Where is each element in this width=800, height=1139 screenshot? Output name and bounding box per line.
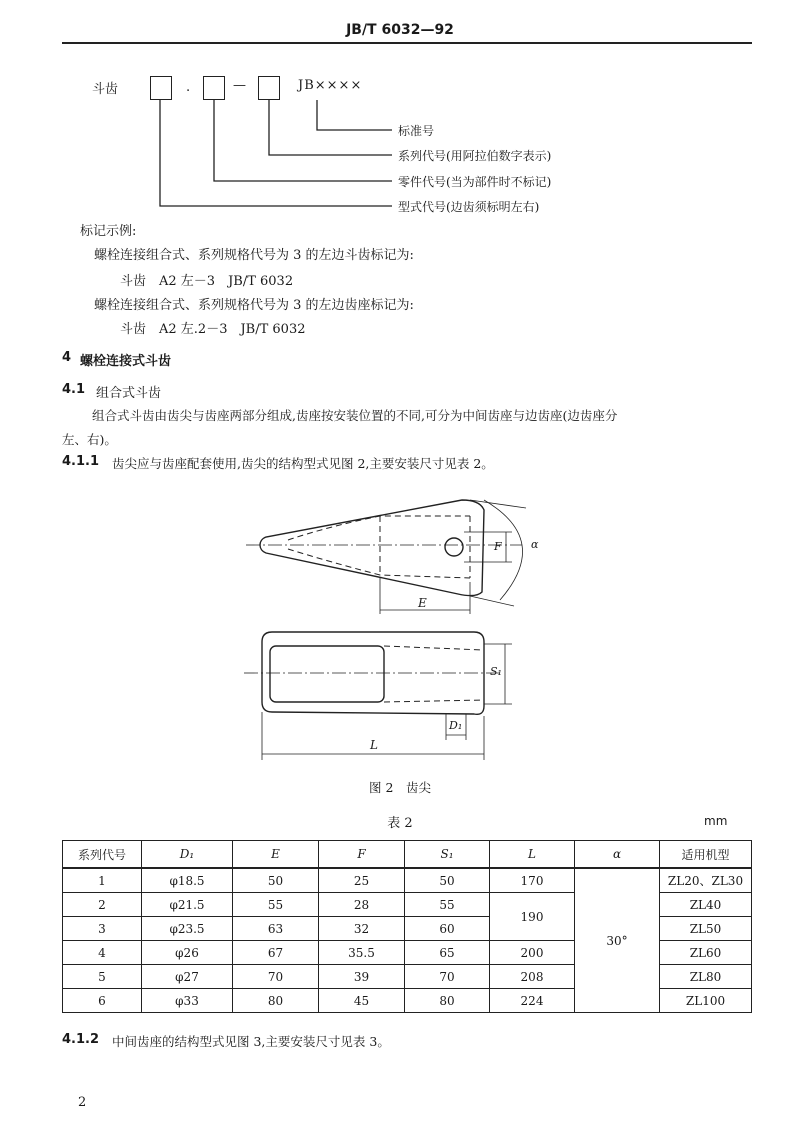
cell-d1: φ27: [142, 965, 233, 989]
doc-number: JB/T 6032—92: [346, 22, 454, 38]
dim-label-F: F: [494, 540, 502, 553]
designation-dash: —: [233, 78, 246, 93]
cell-e: 70: [233, 965, 319, 989]
examples-heading: 标记示例:: [80, 224, 137, 239]
label-standard-number: 标准号: [398, 124, 435, 138]
col-header-alpha: α: [575, 841, 660, 869]
cell-d1: φ23.5: [142, 917, 233, 941]
dim-label-L: L: [370, 738, 378, 752]
cell-model: ZL80: [660, 965, 752, 989]
section-4-1-2-number: 4.1.2: [62, 1032, 100, 1047]
cell-s1: 55: [405, 893, 490, 917]
example-line-1: 螺栓连接组合式、系列规格代号为 3 的左边斗齿标记为:: [94, 248, 414, 263]
col-header-e: E: [233, 841, 319, 869]
col-header-d1: D₁: [142, 841, 233, 869]
cell-alpha: 30°: [575, 868, 660, 1013]
cell-e: 63: [233, 917, 319, 941]
cell-l: 200: [490, 941, 575, 965]
cell-s1: 50: [405, 868, 490, 893]
cell-f: 45: [319, 989, 405, 1013]
cell-l: 170: [490, 868, 575, 893]
section-4-1-2-text: 中间齿座的结构型式见图 3,主要安装尺寸见表 3。: [112, 1034, 390, 1049]
col-header-f: F: [319, 841, 405, 869]
dim-label-alpha: α: [531, 538, 539, 551]
cell-l: 190: [490, 893, 575, 941]
section-4-title: 螺栓连接式斗齿: [80, 354, 172, 369]
section-4-1-1-text: 齿尖应与齿座配套使用,齿尖的结构型式见图 2,主要安装尺寸见表 2。: [112, 456, 494, 471]
cell-series: 2: [63, 893, 142, 917]
section-4-1-number: 4.1: [62, 382, 86, 397]
cell-d1: φ33: [142, 989, 233, 1013]
designation-dot: .: [186, 80, 191, 95]
cell-model: ZL60: [660, 941, 752, 965]
cell-f: 25: [319, 868, 405, 893]
cell-f: 35.5: [319, 941, 405, 965]
section-4-1-1-number: 4.1.1: [62, 454, 100, 469]
example-code-1: 斗齿 A2 左－3 JB/T 6032: [120, 274, 294, 289]
col-header-series: 系列代号: [63, 841, 142, 869]
cell-d1: φ26: [142, 941, 233, 965]
cell-e: 67: [233, 941, 319, 965]
label-series-code: 系列代号(用阿拉伯数字表示): [398, 149, 552, 163]
cell-model: ZL100: [660, 989, 752, 1013]
cell-l: 208: [490, 965, 575, 989]
cell-s1: 80: [405, 989, 490, 1013]
table-row: [63, 868, 752, 893]
cell-f: 39: [319, 965, 405, 989]
figure-caption: 图 2 齿尖: [369, 780, 431, 795]
cell-e: 80: [233, 989, 319, 1013]
cell-l: 224: [490, 989, 575, 1013]
cell-series: 5: [63, 965, 142, 989]
dim-label-D1: D₁: [449, 719, 463, 732]
cell-s1: 70: [405, 965, 490, 989]
dimension-table: [62, 840, 752, 1013]
cell-e: 55: [233, 893, 319, 917]
cell-d1: φ21.5: [142, 893, 233, 917]
dim-label-E: E: [418, 596, 427, 610]
example-code-2: 斗齿 A2 左.2－3 JB/T 6032: [120, 322, 306, 337]
label-part-code: 零件代号(当为部件时不标记): [398, 175, 552, 189]
section-4-1-title: 组合式斗齿: [96, 386, 162, 401]
section-4-number: 4: [62, 350, 72, 365]
col-header-l: L: [490, 841, 575, 869]
designation-prefix: 斗齿: [92, 82, 119, 97]
example-line-2: 螺栓连接组合式、系列规格代号为 3 的左边齿座标记为:: [94, 298, 414, 313]
col-header-model: 适用机型: [660, 841, 752, 869]
cell-model: ZL40: [660, 893, 752, 917]
col-header-s1: S₁: [405, 841, 490, 869]
cell-series: 4: [63, 941, 142, 965]
section-4-1-text-line-1: 组合式斗齿由齿尖与齿座两部分组成,齿座按安装位置的不同,可分为中间齿座与边齿座(边齿座分: [92, 408, 618, 423]
cell-model: ZL50: [660, 917, 752, 941]
label-type-code: 型式代号(边齿须标明左右): [398, 200, 540, 214]
cell-s1: 65: [405, 941, 490, 965]
cell-d1: φ18.5: [142, 868, 233, 893]
cell-series: 3: [63, 917, 142, 941]
page-number: 2: [78, 1095, 87, 1110]
cell-model: ZL20、ZL30: [660, 868, 752, 893]
dim-label-S1: S₁: [490, 665, 502, 678]
designation-standard: JB××××: [298, 78, 363, 93]
section-4-1-text-line-2: 左、右)。: [62, 432, 117, 447]
cell-s1: 60: [405, 917, 490, 941]
table-title: 表 2: [387, 816, 413, 831]
cell-f: 32: [319, 917, 405, 941]
cell-f: 28: [319, 893, 405, 917]
cell-series: 6: [63, 989, 142, 1013]
cell-e: 50: [233, 868, 319, 893]
table-unit: mm: [704, 814, 728, 828]
cell-series: 1: [63, 868, 142, 893]
